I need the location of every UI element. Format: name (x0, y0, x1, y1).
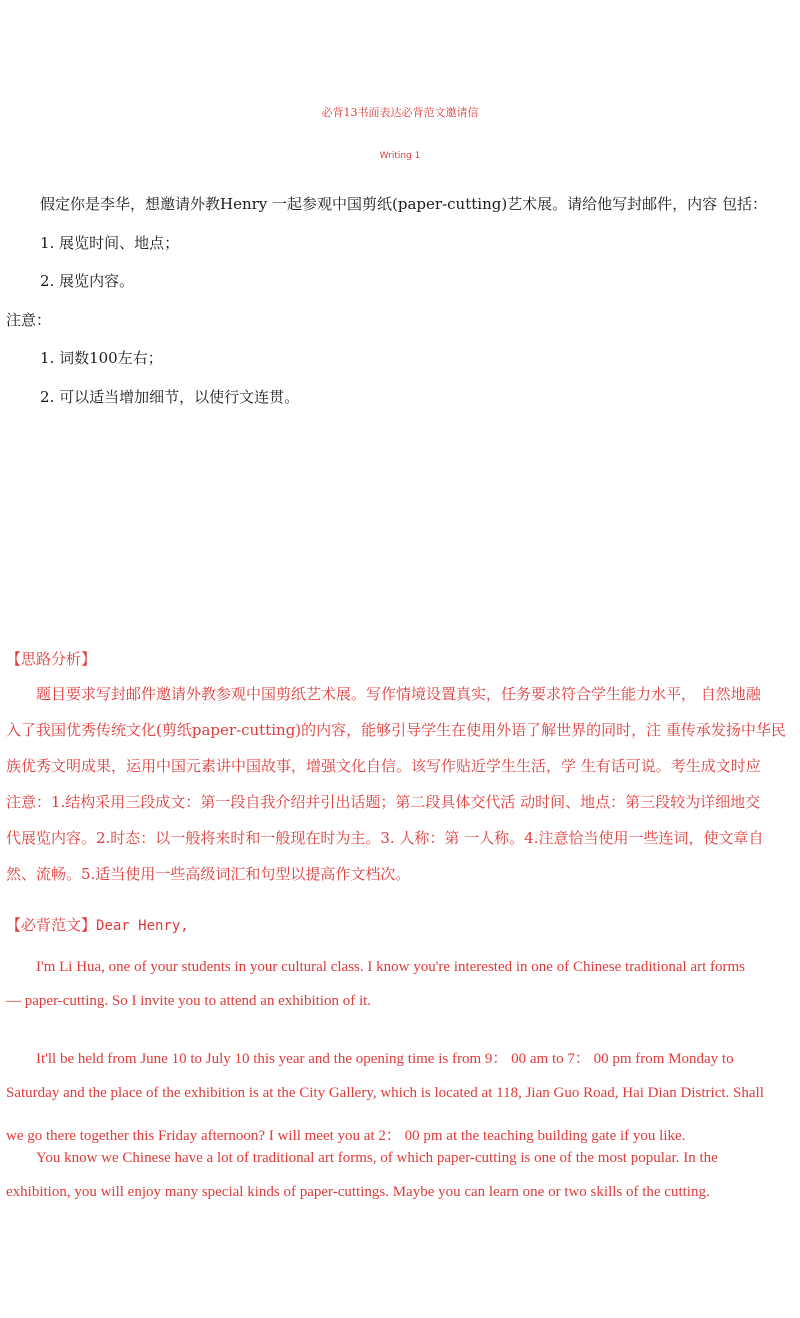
page-title: 必背13书面表达必背范文邀请信 (321, 106, 479, 119)
note-item: 1. 词数100左右； (40, 349, 163, 367)
analysis-line: 注意：1.结构采用三段成文：第一段自我介绍并引出话题；第二段具体交代活 动时间、地点：第三段较为详细地交 (6, 793, 761, 811)
sample-line: we go there together this Friday afternoon? I will meet you at 2： 00 pm at the teaching building gate if you like. (6, 1128, 686, 1144)
analysis-line: 入了我国优秀传统文化(剪纸paper-cutting)的内容，能够引导学生在使用外语了解世界的同时，注 重传承发扬中华民 (6, 721, 786, 739)
sample-line: I'm Li Hua, one of your students in your cultural class. I know you're interested in one of Chinese traditional art forms (6, 959, 745, 975)
sample-line: You know we Chinese have a lot of traditional art forms, of which paper-cutting is one of the most popular. In the (6, 1150, 718, 1166)
note-item: 2. 可以适当增加细节，以使行文连贯。 (40, 388, 300, 406)
page-subtitle: Writing 1 (379, 151, 421, 161)
sample-line: exhibition, you will enjoy many special kinds of paper-cuttings. Maybe you can learn one or two skills of the cutting. (6, 1184, 710, 1200)
sample-line: It'll be held from June 10 to July 10 this year and the opening time is from 9： 00 am to 7： 00 pm from Monday to (6, 1051, 734, 1067)
analysis-line: 题目要求写封邮件邀请外教参观中国剪纸艺术展。写作情境设置真实，任务要求符合学生能力水平， 自然地融 (6, 685, 761, 703)
analysis-line: 族优秀文明成果，运用中国元素讲中国故事，增强文化自信。该写作贴近学生生活，学 生有话可说。考生成文时应 (6, 757, 761, 775)
prompt-intro: 假定你是李华，想邀请外教Henry 一起参观中国剪纸(paper-cutting)艺术展。请给他写封邮件，内容 包括： (40, 195, 767, 213)
salutation: Dear Henry, (96, 918, 189, 934)
notes-label: 注意： (6, 311, 52, 329)
analysis-line: 然、流畅。5.适当使用一些高级词汇和句型以提高作文档次。 (6, 865, 411, 883)
sample-header (6, 914, 189, 935)
prompt-item: 2. 展览内容。 (40, 272, 135, 290)
sample-label: 【必背范文】 (6, 916, 97, 934)
analysis-line: 代展览内容。2.时态：以一般将来时和一般现在时为主。3. 人称：第 一人称。4.注意恰当使用一些连词，使文章自 (6, 829, 764, 847)
sample-line: — paper-cutting. So I invite you to attend an exhibition of it. (6, 993, 372, 1009)
prompt-item: 1. 展览时间、地点； (40, 234, 180, 252)
sample-line: Saturday and the place of the exhibition is at the City Gallery, which is located at 118, Jian Guo Road, Hai Dian District. Shall (6, 1085, 764, 1101)
analysis-label: 【思路分析】 (6, 650, 97, 668)
analysis-text (6, 676, 796, 892)
